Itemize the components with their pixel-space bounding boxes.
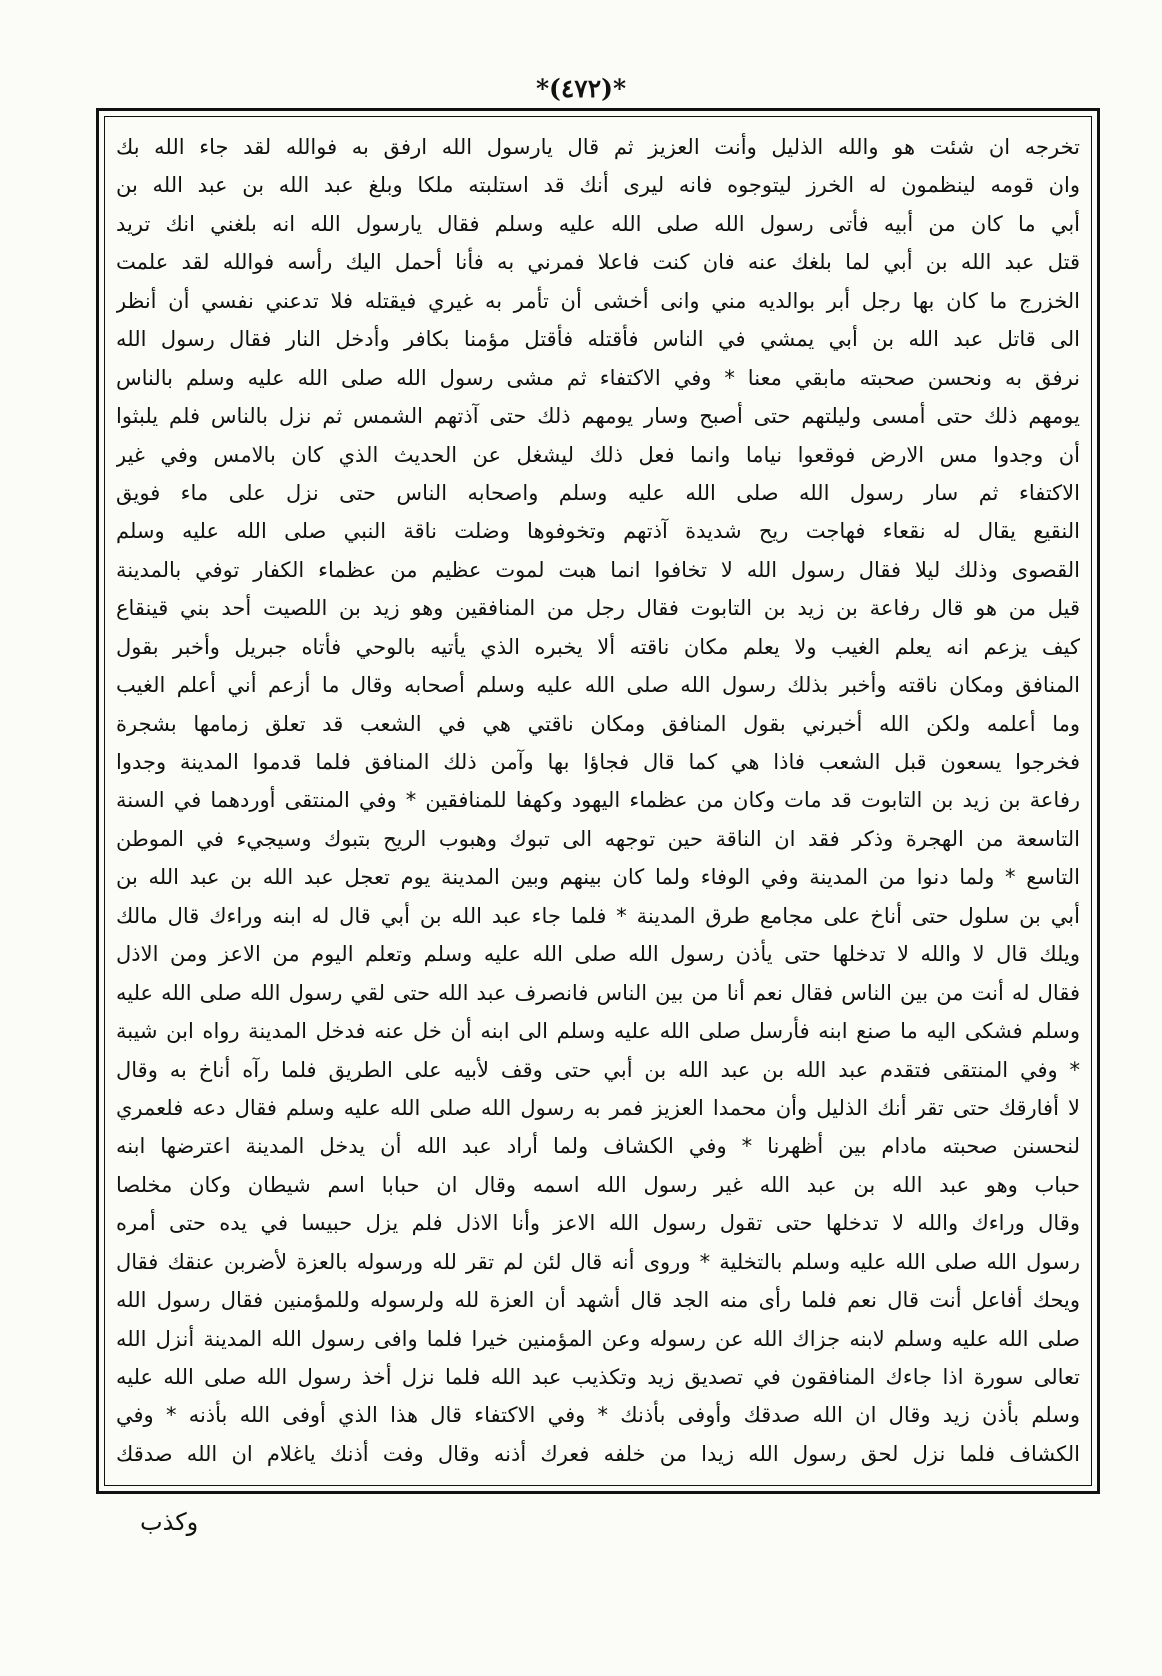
text-line: صلى الله عليه وسلم لابنه جزاك الله عن رسوله وعن المؤمنين خيرا فلما وافى رسول الله المدينة أنزل الله xyxy=(116,1326,1080,1351)
main-text xyxy=(116,128,1080,1474)
text-line: كيف يزعم انه يعلم الغيب ولا يعلم مكان ناقته ألا يخبره الذي يأتيه بالوحي فأتاه جبريل وأخبر بقول xyxy=(116,634,1080,659)
text-line: نرفق به ونحسن صحبته مابقي معنا * وفي الاكتفاء ثم مشى رسول الله صلى الله عليه وسلم بالناس xyxy=(116,365,1080,390)
text-line: الاكتفاء ثم سار رسول الله صلى الله عليه وسلم واصحابه الناس حتى نزل على ماء فويق xyxy=(116,480,1080,505)
page-number: *(٤٧٢)* xyxy=(535,74,627,103)
text-line: القصوى وذلك ليلا فقال رسول الله لا تخافوا انما هبت لموت عظيم من عظماء الكفار توفي بالمدينة xyxy=(116,557,1080,582)
text-line: أن وجدوا مس الارض فوقعوا نياما وانما فعل ذلك ليشغل عن الحديث الذي كان بالامس وفي غير xyxy=(116,442,1080,467)
text-line: وسلم بأذن زيد وقال ان الله صدقك وأوفى بأذنك * وفي الاكتفاء قال هذا الذي أوفى الله بأذنه * وفي xyxy=(116,1403,1080,1428)
text-line: * وفي المنتقى فتقدم عبد الله بن عبد الله بن أبي حتى وقف لأبيه على الطريق فلما رآه أناخ به وقال xyxy=(116,1057,1080,1082)
text-line: لا أفارقك حتى تقر أنك الذليل وأن محمدا العزيز فمر به رسول الله صلى الله عليه وسلم فقال دعه فلعمري xyxy=(116,1095,1080,1120)
text-line: ويحك أفاعل أنت قال نعم فلما رأى منه الجد قال أشهد أن العزة لله ولرسوله وللمؤمنين فقال رسول الله xyxy=(116,1288,1080,1313)
text-line: قيل من هو قال رفاعة بن زيد بن التابوت فقال رجل من المنافقين وهو زيد بن اللصيت أحد بني قينقاع xyxy=(116,596,1080,621)
text-line: النقيع يقال له نقعاء فهاجت ريح شديدة آذتهم وتخوفوها وضلت ناقة النبي صلى الله عليه وسلم xyxy=(116,519,1080,544)
text-line: المنافق ومكان ناقته وأخبر بذلك رسول الله صلى الله عليه وسلم أصحابه وقال ما أزعم أني أعلم الغيب xyxy=(116,673,1080,698)
text-line: وان قومه لينظمون له الخرز ليتوجوه فانه ليرى أنك قد استلبته ملكا وبلغ عبد الله بن عبد الله بن xyxy=(116,173,1080,198)
text-line: فخرجوا يسعون قبل الشعب فاذا هي كما قال فجاؤا بها وآمن ذلك المنافق فلما قدموا المدينة وجدوا xyxy=(116,750,1080,774)
catchword: وكذب xyxy=(140,1508,199,1536)
text-line: وما أعلمه ولكن الله أخبرني بقول المنافق ومكان ناقتي هي في الشعب قد تعلق زمامها بشجرة xyxy=(116,711,1080,736)
text-line: يومهم ذلك حتى أمسى وليلتهم حتى أصبح وسار يومهم ذلك حتى آذتهم الشمس ثم نزل بالناس فلم يلبثوا xyxy=(116,404,1080,429)
text-line: الخزرج ما كان بها رجل أبر بوالديه مني وانى أخشى أن تأمر به غيري فيقتله فلا تدعني نفسي أن أنظر xyxy=(116,288,1080,313)
text-line: قتل عبد الله بن أبي لما بلغك عنه فان كنت فاعلا فمرني به فأنا أحمل اليك رأسه فوالله لقد علمت xyxy=(116,250,1080,275)
text-line: رسول الله صلى الله عليه وسلم بالتخلية * وروى أنه قال لئن لم تقر لله ورسوله بالعزة لأضربن عنقك فقال xyxy=(116,1249,1080,1274)
text-line: فقال له أنت من بين الناس فقال نعم أنا من بين الناس فانصرف عبد الله حتى لقي رسول الله صلى الله عليه xyxy=(116,980,1080,1005)
text-line: أبي ما كان من أبيه فأتى رسول الله صلى الله عليه وسلم فقال يارسول الله انه بلغني انك تريد xyxy=(116,211,1080,236)
text-line: رفاعة بن زيد بن التابوت قد مات وكان من عظماء اليهود وكهفا للمنافقين * وفي المنتقى أوردهما في السنة xyxy=(116,788,1080,813)
text-line: تخرجه ان شئت هو والله الذليل وأنت العزيز ثم قال يارسول الله ارفق به فوالله لقد جاء الله بك xyxy=(116,135,1080,159)
text-line: وقال وراءك والله لا تدخلها حتى تقول رسول الله الاعز وأنا الاذل فلم يزل حبيسا في يده حتى أمره xyxy=(116,1211,1080,1236)
text-line: التاسع * ولما دنوا من المدينة وفي الوفاء ولما كان بينهم وبين المدينة يوم تعجل عبد الله بن عبد الله بن xyxy=(116,865,1080,890)
text-line: التاسعة من الهجرة وذكر فقد ان الناقة حين توجهه الى تبوك وهبوب الريح بتبوك وسيجيء في الموطن xyxy=(116,826,1080,851)
text-line: لنحسنن صحبته مادام بين أظهرنا * وفي الكشاف ولما أراد عبد الله أن يدخل المدينة اعترضها ابنه xyxy=(116,1134,1080,1159)
text-line: تعالى سورة اذا جاءك المنافقون في تصديق زيد وتكذيب عبد الله فلما نزل أخذ رسول الله صلى الله عليه xyxy=(116,1365,1080,1389)
text-line: ويلك قال لا والله لا تدخلها حتى يأذن رسول الله صلى الله عليه وسلم وتعلم اليوم من الاعز ومن الاذل xyxy=(116,942,1080,967)
text-line: أبي بن سلول حتى أناخ على مجامع طرق المدينة * فلما جاء عبد الله بن أبي قال له ابنه وراءك قال مالك xyxy=(116,903,1080,928)
text-line: الى قاتل عبد الله بن أبي يمشي في الناس فأقتله فأقتل مؤمنا بكافر وأدخل النار فقال رسول الله xyxy=(116,327,1080,352)
text-line: حباب وهو عبد الله بن عبد الله غير رسول الله اسمه وقال ان حبابا اسم شيطان وكان مخلصا xyxy=(116,1172,1080,1197)
text-line: وسلم فشكى اليه ما صنع ابنه فأرسل صلى الله عليه وسلم الى ابنه أن خل عنه فدخل المدينة رواه ابن شيبة xyxy=(116,1019,1080,1044)
text-line: الكشاف فلما نزل لحق رسول الله زيدا من خلفه فعرك أذنه وقال وفت أذنك ياغلام ان الله صدقك xyxy=(116,1441,1080,1466)
